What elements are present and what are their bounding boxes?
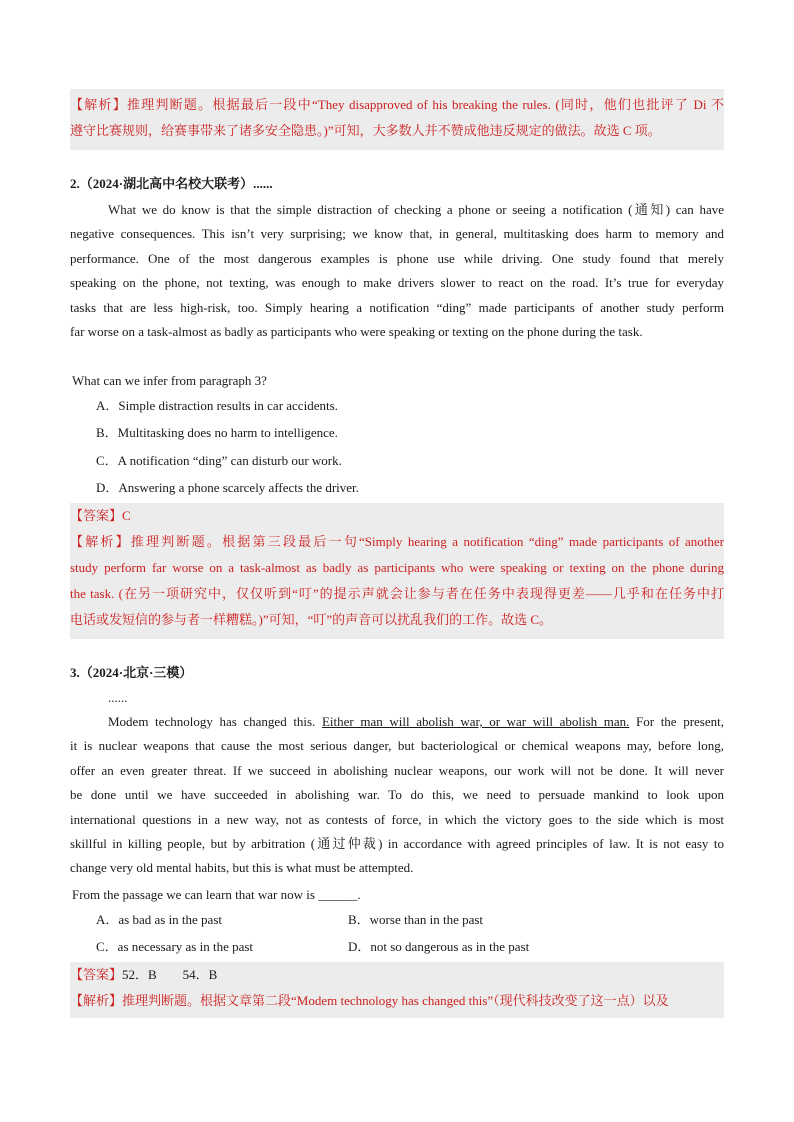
- passage-line: What we do know is that the simple distraction of checking a phone or seeing a notification (通知) can have: [108, 202, 724, 217]
- explanation-tag: 【解析】: [70, 993, 123, 1008]
- option-b: B．worse than in the past: [348, 912, 484, 927]
- question-2-prompt: What can we infer from paragraph 3?: [72, 373, 267, 388]
- explanation-line: [70, 988, 724, 1014]
- explanation-line: 【解析】推理判断题。根据最后一段中“They disapproved of his breaking the rules. (同时，他们也批评了 Di 不: [70, 97, 724, 112]
- underlined-sentence: Either man will abolish war, or war will abolish man.: [321, 714, 630, 729]
- answer-line: 【答案】C: [70, 508, 131, 523]
- question-3-passage: [70, 710, 724, 881]
- explanation-line: study perform far worse on a task-almost as badly as participants who were speaking or texting on the phone during: [70, 560, 724, 575]
- passage-text: For the present,: [629, 714, 724, 729]
- passage-line: change very old mental habits, but this is what must be attempted.: [70, 860, 414, 876]
- ellipsis: ......: [108, 690, 128, 705]
- passage-line: [70, 710, 724, 734]
- passage-line: far worse on a task-almost as badly as participants who were speaking or texting on the phone during the task.: [70, 324, 643, 340]
- answer-text: 52．B 54．B: [122, 967, 218, 982]
- explanation-line: the task. (在另一项研究中，仅仅听到“叮”的提示声就会让参与者在任务中表现得更差——几乎和在任务中打: [70, 586, 724, 601]
- option-b: B．Multitasking does no harm to intelligence.: [96, 425, 338, 440]
- passage-line: be done until we have succeeded in abolishing war. To do this, we need to persuade mankind to look upon: [70, 787, 724, 803]
- option-c: C．A notification “ding” can disturb our work.: [96, 453, 342, 468]
- previous-explanation-box: [70, 89, 724, 150]
- option-c: C．as necessary as in the past: [96, 939, 254, 954]
- option-a: A．Simple distraction results in car accidents.: [96, 398, 338, 413]
- question-3-answer-box: [70, 962, 724, 1018]
- option-d: D．Answering a phone scarcely affects the driver.: [96, 480, 359, 495]
- answer-tag: 【答案】: [70, 967, 123, 982]
- explanation-line: 遵守比赛规则，给赛事带来了诸多安全隐患。)”可知，大多数人并不赞成他违反规定的做法。故选 C 项。: [70, 123, 661, 138]
- passage-line: tasks that are less high-risk, too. Simply hearing a notification “ding” made participants of another study perform: [70, 299, 724, 315]
- explanation-text: 推理判断题。根据文章第二段“Modem technology has changed this”（现代科技改变了这一点）以及: [122, 993, 669, 1008]
- question-3-heading: 3.（2024·北京·三模）: [70, 665, 193, 680]
- passage-text: Modem technology has changed this.: [108, 714, 322, 729]
- passage-line: offer an even greater threat. If we succeed in abolishing nuclear weapons, our work will not be done. It will never: [70, 762, 724, 778]
- option-d: D．not so dangerous as in the past: [348, 939, 530, 954]
- passage-line: skillful in killing people, but by arbitration (通过仲裁) in accordance with agreed principles of law. It is not easy to: [70, 836, 724, 852]
- explanation-line: 【解析】推理判断题。根据第三段最后一句“Simply hearing a notification “ding” made participants of another: [70, 534, 724, 549]
- question-2-heading: 2.（2024·湖北高中名校大联考）......: [70, 176, 273, 191]
- passage-line: negative consequences. This isn’t very surprising; we know that, in general, multitasking does harm to memory and: [70, 226, 724, 242]
- question-2-passage: [70, 198, 724, 344]
- explanation-line: 电话或发短信的参与者一样糟糕。)”可知，“叮”的声音可以扰乱我们的工作。故选 C。: [70, 612, 553, 627]
- passage-line: it is nuclear weapons that cause the most serious danger, but bacteriological or chemical weapons may, before long,: [70, 738, 724, 754]
- passage-line: speaking on the phone, not texting, was enough to make drivers slower to react on the road. It’s true for everyday: [70, 275, 724, 291]
- question-3-prompt: From the passage we can learn that war now is ______.: [72, 887, 361, 902]
- answer-line: [70, 962, 724, 988]
- question-2-answer-box: [70, 503, 724, 639]
- passage-line: performance. One of the most dangerous examples is phone use while driving. One study found that merely: [70, 250, 724, 266]
- passage-line: international questions in a new way, not as contests of force, in which the victory goes to the side which is most: [70, 811, 724, 827]
- option-a: A．as bad as in the past: [96, 912, 223, 927]
